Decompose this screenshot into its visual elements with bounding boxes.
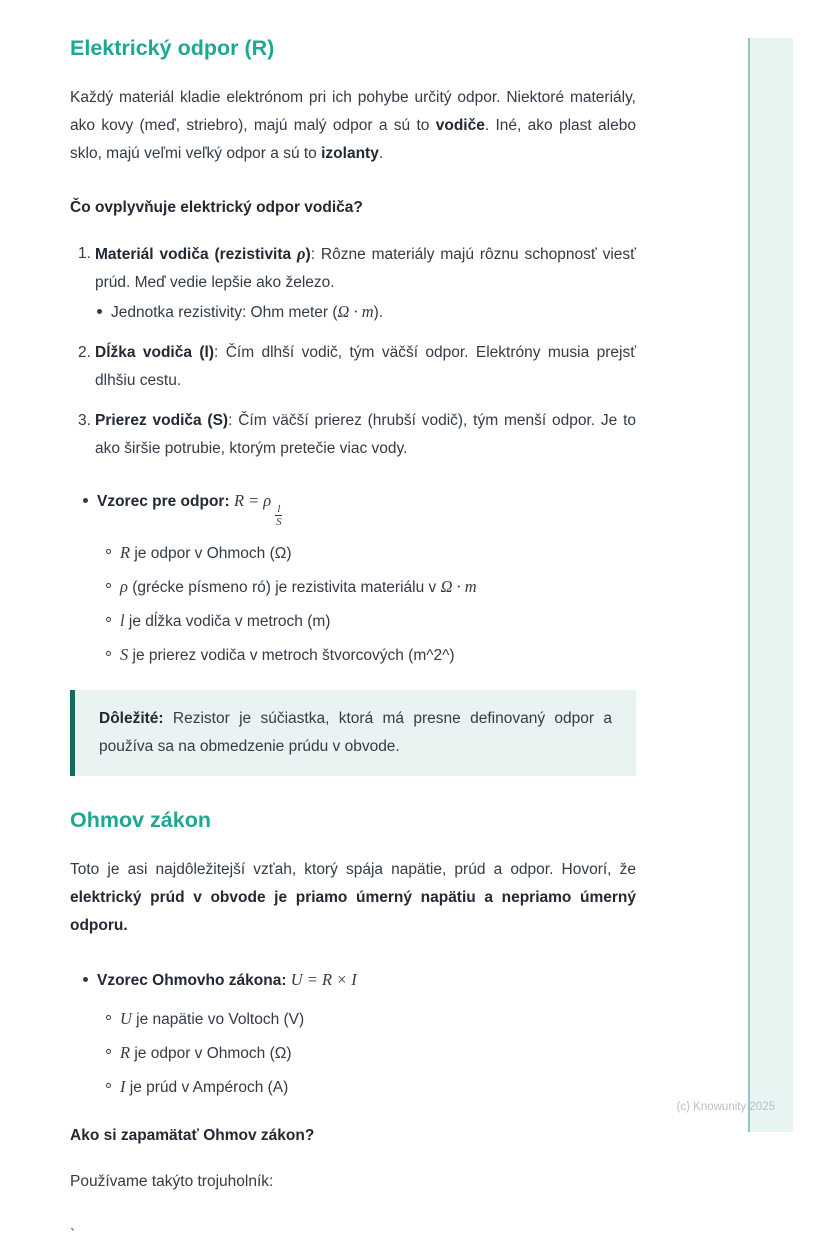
important-callout bbox=[70, 690, 636, 776]
copyright-footer: (c) Knowunity 2025 bbox=[676, 1101, 775, 1113]
fraction-numerator: l bbox=[277, 502, 281, 515]
text-run: : Čím dlhší vodič, tým väčší odpor. Elektróny musia prejsť dlhšiu cestu. bbox=[95, 344, 637, 389]
text-run: (grécke písmeno ró) je rezistivita materiálu v bbox=[127, 578, 441, 596]
text-run: ). bbox=[373, 304, 384, 321]
bullet-circle-icon bbox=[104, 539, 120, 568]
list-number: 1. bbox=[78, 245, 91, 262]
subitem-text bbox=[120, 1039, 636, 1068]
text-run: Jednotka rezistivity: Ohm meter ( bbox=[111, 304, 338, 321]
section-title-resistance: Elektrický odpor (R) bbox=[70, 36, 275, 60]
bullet-disc-icon bbox=[81, 966, 97, 995]
factors-list bbox=[70, 240, 636, 463]
bullet-disc-icon bbox=[81, 487, 97, 529]
ohm-subitem-I bbox=[104, 1073, 636, 1102]
bold-run: elektrický prúd v obvode je priamo úmerný napätiu a nepriamo úmerný odporu. bbox=[70, 888, 636, 934]
formula-line bbox=[97, 487, 284, 529]
text-run: je prúd v Ampéroch (A) bbox=[125, 1078, 289, 1096]
math-var: U bbox=[120, 1008, 132, 1028]
subitem-text bbox=[120, 573, 636, 602]
text-run: je prierez vodiča v metroch štvorcových (m^2^) bbox=[128, 646, 455, 664]
page-edge-strip bbox=[748, 38, 793, 1132]
ohm-formula: U = R × I bbox=[290, 969, 357, 989]
list-number: 2. bbox=[78, 344, 91, 361]
text-run: : Rôzne materiály majú rôznu schopnosť viesť prúd. Meď vedie lepšie ako železo. bbox=[95, 246, 636, 291]
bullet-circle-icon bbox=[104, 641, 120, 670]
list-item-body bbox=[95, 339, 636, 395]
ohm-subitem-U bbox=[104, 1005, 636, 1034]
math-var: R bbox=[120, 1042, 131, 1062]
formula-line bbox=[97, 966, 357, 995]
bold-run: Vzorec Ohmovho zákona: bbox=[97, 971, 287, 989]
formula-subitem-rho bbox=[104, 573, 636, 602]
subitem-text bbox=[120, 607, 636, 636]
bold-run: Vzorec pre odpor: bbox=[97, 493, 230, 510]
bold-run: Prierez vodiča (S) bbox=[95, 412, 229, 429]
subitem-text bbox=[120, 539, 636, 568]
intro-paragraph bbox=[70, 84, 636, 168]
text-run: je odpor v Ohmoch (Ω) bbox=[130, 1044, 292, 1062]
section-title-ohm: Ohmov zákon bbox=[70, 807, 211, 832]
remember-heading: Ako si zapamätať Ohmov zákon? bbox=[70, 1126, 315, 1144]
list-item-cross-section bbox=[70, 407, 636, 463]
bold-term-vodice: vodiče bbox=[435, 117, 485, 134]
formula-list bbox=[70, 487, 636, 670]
callout-text: Rezistor je súčiastka, ktorá má presne definovaný odpor a používa sa na obmedzenie prúdu v obvode. bbox=[99, 709, 612, 755]
ohm-formula-bullet-item bbox=[70, 966, 636, 995]
math-rho: ρ bbox=[297, 244, 306, 263]
resistance-formula bbox=[233, 491, 284, 529]
callout-label: Dôležité: bbox=[99, 709, 164, 727]
list-item-body bbox=[95, 240, 636, 327]
text-run bbox=[95, 246, 636, 291]
ohm-paragraph bbox=[70, 856, 636, 940]
bold-term-izolanty: izolanty bbox=[321, 145, 379, 162]
factors-heading: Čo ovplyvňuje elektrický odpor vodiča? bbox=[70, 199, 363, 216]
text-run: . bbox=[378, 145, 384, 162]
subitem-text bbox=[120, 641, 636, 670]
bold-run: ) bbox=[305, 246, 311, 263]
math-var: R bbox=[120, 542, 131, 562]
subitem-text bbox=[120, 1073, 636, 1102]
math-ohm-meter: Ω · m bbox=[337, 302, 374, 321]
bold-run: Materiál vodiča (rezistivita bbox=[95, 246, 298, 263]
stray-backtick: ` bbox=[70, 1226, 76, 1244]
bold-run: Dĺžka vodiča (l) bbox=[95, 344, 214, 361]
text-run: je odpor v Ohmoch (Ω) bbox=[130, 544, 292, 562]
list-number: 3. bbox=[78, 412, 91, 429]
text-run: Toto je asi najdôležitejší vzťah, ktorý spája napätie, prúd a odpor. Hovorí, že bbox=[70, 860, 636, 878]
math-var: ρ bbox=[120, 576, 128, 596]
document-content bbox=[70, 34, 636, 1250]
math-var: I bbox=[120, 1076, 126, 1096]
text-run: je napätie vo Voltoch (V) bbox=[131, 1010, 305, 1028]
formula-subitem-l bbox=[104, 607, 636, 636]
bullet-circle-icon bbox=[104, 1005, 120, 1034]
list-item-material bbox=[70, 240, 636, 327]
text-run: Každý materiál kladie elektrónom pri ich pohybe určitý odpor. Niektoré materiály, ako kovy (meď, striebro), majú malý odpor a sú to bbox=[70, 89, 636, 134]
bullet-circle-icon bbox=[104, 1039, 120, 1068]
list-item-length bbox=[70, 339, 636, 395]
bullet-disc-icon bbox=[95, 298, 111, 327]
ohm-subitem-R bbox=[104, 1039, 636, 1068]
bullet-circle-icon bbox=[104, 573, 120, 602]
subitem-text bbox=[120, 1005, 636, 1034]
text-run: je dĺžka vodiča v metroch (m) bbox=[124, 612, 331, 630]
text-run: : Čím väčší prierez (hrubší vodič), tým menší odpor. Je to ako širšie potrubie, ktorým pretečie viac vody. bbox=[95, 412, 636, 457]
formula-bullet-item bbox=[70, 487, 636, 529]
ohm-formula-list bbox=[70, 966, 636, 1102]
math-unit: Ω · m bbox=[440, 576, 477, 596]
formula-lhs: R = ρ bbox=[233, 491, 272, 510]
formula-subitem-S bbox=[104, 641, 636, 670]
formula-subitem-R bbox=[104, 539, 636, 568]
math-var: S bbox=[120, 644, 129, 664]
bullet-circle-icon bbox=[104, 607, 120, 636]
subitem-text bbox=[111, 298, 636, 327]
math-var: l bbox=[120, 610, 125, 630]
formula-fraction bbox=[274, 503, 283, 529]
triangle-paragraph: Používame takýto trojuholník: bbox=[70, 1172, 274, 1190]
bullet-circle-icon bbox=[104, 1073, 120, 1102]
fraction-denominator: S bbox=[276, 516, 282, 529]
list-item-body bbox=[95, 407, 636, 463]
text-run: . Iné, ako plast alebo sklo, majú veľmi veľký odpor a sú to bbox=[70, 117, 636, 162]
list-subitem bbox=[95, 298, 636, 327]
